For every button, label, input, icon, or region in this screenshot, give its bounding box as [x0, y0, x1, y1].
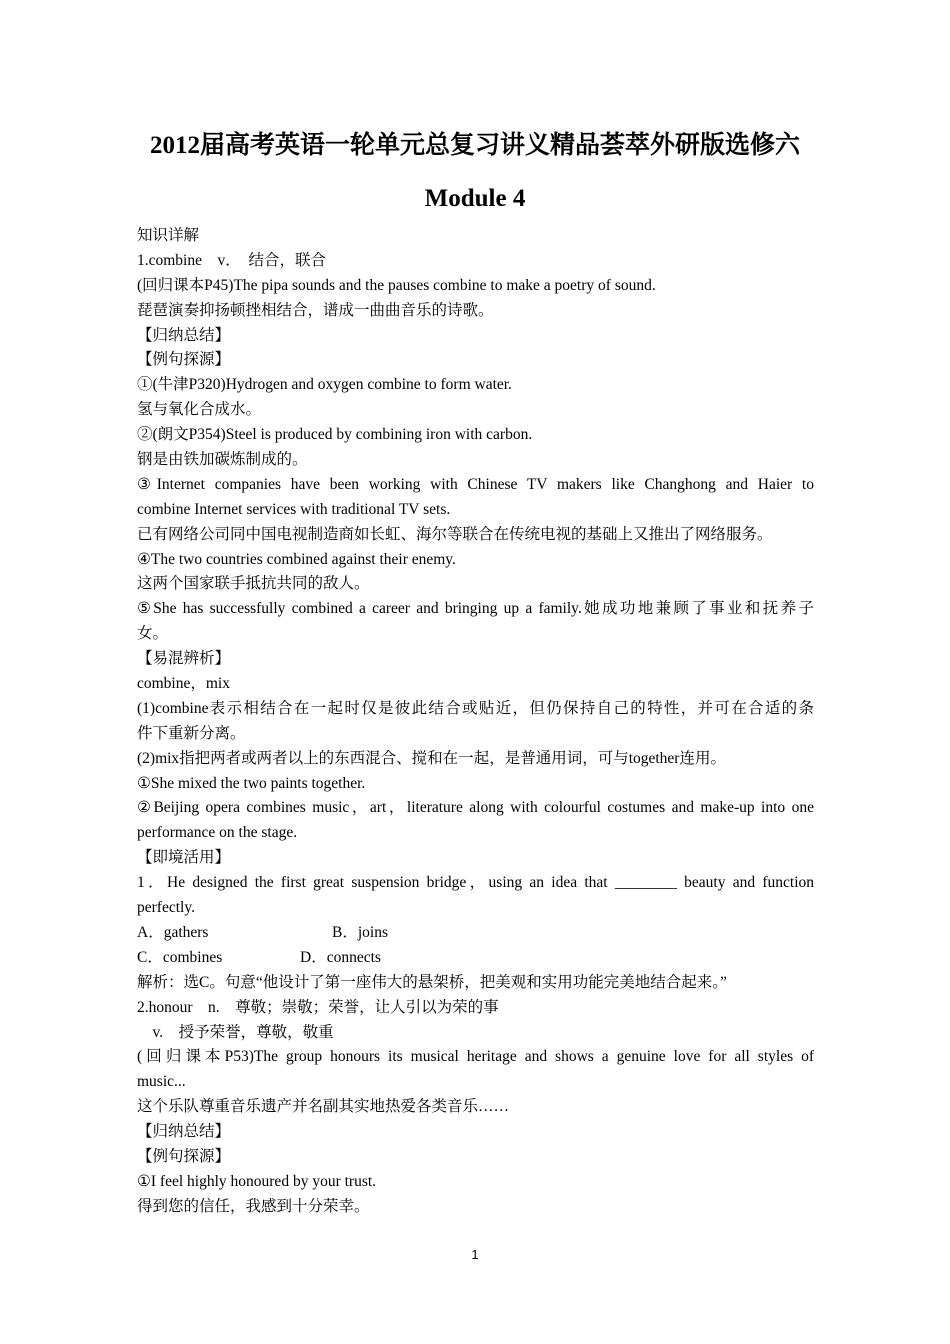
document-body — [137, 224, 814, 1220]
text-line: 琵琶演奏抑扬顿挫相结合，谱成一曲曲音乐的诗歌。 — [137, 301, 494, 319]
document-title: 2012届高考英语一轮单元总复习讲义精品荟萃外研版选修六 — [149, 132, 800, 159]
page-number: 1 — [471, 1247, 479, 1262]
text-line: 女。 — [137, 625, 169, 643]
text-line: performance on the stage. — [137, 824, 298, 842]
text-line: ④The two countries combined against their enemy. — [137, 550, 456, 568]
text-line: ③Internet companies have been working with Chinese TV makers like Changhong and Haier to — [137, 475, 814, 493]
option-d: D．connects — [300, 948, 381, 966]
option-b: B．joins — [332, 923, 388, 941]
text-line: 【例句探源】 — [137, 1147, 231, 1165]
text-line: ①I feel highly honoured by your trust. — [137, 1172, 377, 1190]
text-line: v. 授予荣誉，尊敬，敬重 — [137, 1023, 334, 1041]
text-line: 已有网络公司同中国电视制造商如长虹、海尔等联合在传统电视的基础上又推出了网络服务。 — [137, 525, 773, 543]
text-line: (1)combine表示相结合在一起时仅是彼此结合或贴近，但仍保持自己的特性，并可在合适的条 — [137, 699, 814, 717]
text-line: 知识详解 — [137, 227, 200, 244]
text-line: 得到您的信任，我感到十分荣幸。 — [137, 1197, 370, 1215]
text-line: 【归纳总结】 — [137, 1123, 231, 1141]
text-line: combine Internet services with traditional TV sets. — [137, 500, 451, 518]
text-line: 1．He designed the first great suspension bridge，using an idea that ________ beauty and function — [137, 874, 814, 892]
text-line: 1.combine v． 结合，联合 — [137, 251, 326, 269]
text-line: 【例句探源】 — [137, 351, 231, 369]
text-line: 解析：选C。句意“他设计了第一座伟大的悬架桥，把美观和实用功能完美地结合起来。” — [137, 973, 727, 991]
text-line: 【即境活用】 — [137, 849, 231, 867]
text-line: combine，mix — [137, 675, 230, 693]
option-a: A．gathers — [137, 923, 209, 941]
text-line: 【易混辨析】 — [137, 650, 231, 668]
text-line: ①She mixed the two paints together. — [137, 774, 366, 792]
text-line: 【归纳总结】 — [137, 326, 231, 344]
option-c: C．combines — [137, 948, 223, 966]
text-line: music... — [137, 1073, 186, 1091]
text-line: ②Beijing opera combines music，art，literature along with colourful costumes and make-up into one — [137, 799, 814, 817]
options-row-ab — [137, 921, 814, 946]
text-line: 件下重新分离。 — [137, 724, 246, 742]
text-line: perfectly. — [137, 899, 195, 917]
text-line: 氢与氧化合成水。 — [137, 401, 262, 419]
text-line: 这两个国家联手抵抗共同的敌人。 — [137, 575, 370, 593]
body-lines-part2 — [137, 971, 814, 1220]
text-line: (2)mix指把两者或两者以上的东西混合、搅和在一起，是普通用词，可与together连用。 — [137, 749, 726, 767]
text-line: (回归课本P45)The pipa sounds and the pauses combine to make a poetry of sound. — [137, 276, 656, 294]
text-line: 钢是由铁加碳炼制成的。 — [137, 451, 308, 469]
module-title: Module 4 — [424, 185, 526, 212]
text-line: 2.honour n. 尊敬；崇敬；荣誉，让人引以为荣的事 — [137, 998, 499, 1016]
options-row-cd — [137, 946, 814, 971]
body-lines-part1 — [137, 224, 814, 921]
text-line: (回归课本P53)The group honours its musical heritage and shows a genuine love for all styles of — [137, 1048, 814, 1066]
text-line: 这个乐队尊重音乐遗产并名副其实地热爱各类音乐…… — [137, 1098, 510, 1116]
text-line: ⑤She has successfully combined a career and bringing up a family.她成功地兼顾了事业和抚养子 — [137, 600, 814, 618]
text-line: ①(牛津P320)Hydrogen and oxygen combine to form water. — [137, 376, 512, 394]
text-line: ②(朗文P354)Steel is produced by combining iron with carbon. — [137, 426, 533, 444]
